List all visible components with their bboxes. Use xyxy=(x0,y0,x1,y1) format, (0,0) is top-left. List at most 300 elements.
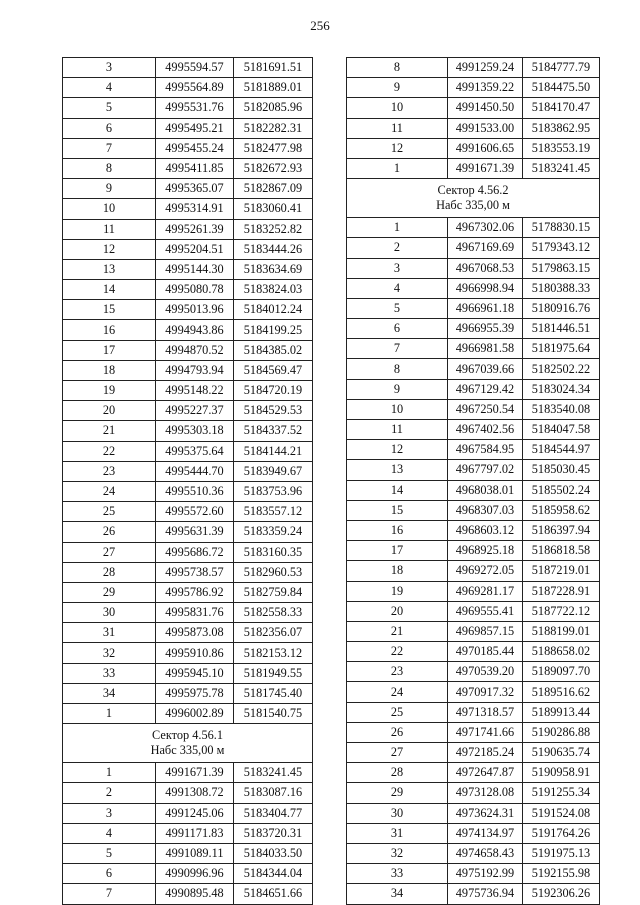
point-number-cell: 30 xyxy=(347,803,448,823)
x-coordinate-cell: 4995564.89 xyxy=(156,78,234,98)
y-coordinate-cell: 5190286.88 xyxy=(523,722,600,742)
x-coordinate-cell: 4995227.37 xyxy=(156,401,234,421)
table-row xyxy=(63,803,313,823)
x-coordinate-cell: 4967129.42 xyxy=(448,379,523,399)
x-coordinate-cell: 4991450.50 xyxy=(448,98,523,118)
point-number-cell: 3 xyxy=(347,258,448,278)
table-row xyxy=(347,843,600,863)
x-coordinate-cell: 4994943.86 xyxy=(156,320,234,340)
y-coordinate-cell: 5181446.51 xyxy=(523,319,600,339)
point-number-cell: 23 xyxy=(63,461,156,481)
table-row xyxy=(347,278,600,298)
point-number-cell: 1 xyxy=(347,158,448,178)
y-coordinate-cell: 5184199.25 xyxy=(234,320,313,340)
point-number-cell: 32 xyxy=(347,843,448,863)
table-row xyxy=(63,643,313,663)
x-coordinate-cell: 4995375.64 xyxy=(156,441,234,461)
table-row xyxy=(63,78,313,98)
y-coordinate-cell: 5183753.96 xyxy=(234,481,313,501)
point-number-cell: 7 xyxy=(63,138,156,158)
point-number-cell: 11 xyxy=(63,219,156,239)
x-coordinate-cell: 4968307.03 xyxy=(448,500,523,520)
table-row xyxy=(63,522,313,542)
y-coordinate-cell: 5180916.76 xyxy=(523,298,600,318)
y-coordinate-cell: 5183557.12 xyxy=(234,502,313,522)
y-coordinate-cell: 5182672.93 xyxy=(234,158,313,178)
y-coordinate-cell: 5183087.16 xyxy=(234,783,313,803)
y-coordinate-cell: 5182477.98 xyxy=(234,138,313,158)
table-row xyxy=(347,58,600,78)
point-number-cell: 5 xyxy=(63,98,156,118)
x-coordinate-cell: 4975736.94 xyxy=(448,884,523,904)
point-number-cell: 1 xyxy=(63,763,156,783)
y-coordinate-cell: 5183444.26 xyxy=(234,239,313,259)
point-number-cell: 27 xyxy=(347,743,448,763)
x-coordinate-cell: 4995261.39 xyxy=(156,219,234,239)
point-number-cell: 10 xyxy=(347,98,448,118)
y-coordinate-cell: 5184344.04 xyxy=(234,864,313,884)
table-row xyxy=(63,280,313,300)
point-number-cell: 6 xyxy=(63,118,156,138)
table-row xyxy=(347,399,600,419)
point-number-cell: 13 xyxy=(63,259,156,279)
point-number-cell: 3 xyxy=(63,803,156,823)
y-coordinate-cell: 5178830.15 xyxy=(523,218,600,238)
x-coordinate-cell: 4995975.78 xyxy=(156,683,234,703)
table-row xyxy=(63,259,313,279)
table-row xyxy=(347,541,600,561)
y-coordinate-cell: 5180388.33 xyxy=(523,278,600,298)
y-coordinate-cell: 5183252.82 xyxy=(234,219,313,239)
point-number-cell: 34 xyxy=(63,683,156,703)
point-number-cell: 34 xyxy=(347,884,448,904)
point-number-cell: 10 xyxy=(63,199,156,219)
table-row xyxy=(347,379,600,399)
y-coordinate-cell: 5187722.12 xyxy=(523,601,600,621)
x-coordinate-cell: 4968603.12 xyxy=(448,520,523,540)
table-row xyxy=(347,420,600,440)
x-coordinate-cell: 4995873.08 xyxy=(156,623,234,643)
table-row xyxy=(63,582,313,602)
y-coordinate-cell: 5181540.75 xyxy=(234,704,313,724)
point-number-cell: 10 xyxy=(347,399,448,419)
point-number-cell: 5 xyxy=(63,843,156,863)
table-row xyxy=(63,300,313,320)
point-number-cell: 32 xyxy=(63,643,156,663)
table-row xyxy=(63,401,313,421)
x-coordinate-cell: 4974658.43 xyxy=(448,843,523,863)
table-row xyxy=(347,803,600,823)
y-coordinate-cell: 5187219.01 xyxy=(523,561,600,581)
point-number-cell: 18 xyxy=(347,561,448,581)
table-row xyxy=(63,823,313,843)
x-coordinate-cell: 4995531.76 xyxy=(156,98,234,118)
x-coordinate-cell: 4994870.52 xyxy=(156,340,234,360)
table-row xyxy=(347,218,600,238)
y-coordinate-cell: 5184144.21 xyxy=(234,441,313,461)
x-coordinate-cell: 4969281.17 xyxy=(448,581,523,601)
table-row xyxy=(347,138,600,158)
point-number-cell: 27 xyxy=(63,542,156,562)
x-coordinate-cell: 4995080.78 xyxy=(156,280,234,300)
point-number-cell: 22 xyxy=(63,441,156,461)
x-coordinate-cell: 4991671.39 xyxy=(448,158,523,178)
table-row xyxy=(347,440,600,460)
x-coordinate-cell: 4966998.94 xyxy=(448,278,523,298)
point-number-cell: 2 xyxy=(63,783,156,803)
x-coordinate-cell: 4972185.24 xyxy=(448,743,523,763)
x-coordinate-cell: 4991089.11 xyxy=(156,843,234,863)
point-number-cell: 9 xyxy=(63,179,156,199)
x-coordinate-cell: 4990895.48 xyxy=(156,884,234,904)
x-coordinate-cell: 4995365.07 xyxy=(156,179,234,199)
point-number-cell: 28 xyxy=(63,562,156,582)
point-number-cell: 6 xyxy=(63,864,156,884)
y-coordinate-cell: 5184012.24 xyxy=(234,300,313,320)
table-row xyxy=(347,158,600,178)
x-coordinate-cell: 4967584.95 xyxy=(448,440,523,460)
x-coordinate-cell: 4969272.05 xyxy=(448,561,523,581)
point-number-cell: 25 xyxy=(63,502,156,522)
y-coordinate-cell: 5184529.53 xyxy=(234,401,313,421)
table-row xyxy=(347,561,600,581)
table-row xyxy=(347,118,600,138)
x-coordinate-cell: 4969857.15 xyxy=(448,621,523,641)
x-coordinate-cell: 4967039.66 xyxy=(448,359,523,379)
table-row xyxy=(347,98,600,118)
y-coordinate-cell: 5181691.51 xyxy=(234,58,313,78)
table-row xyxy=(347,884,600,904)
table-row xyxy=(63,502,313,522)
table-row xyxy=(63,158,313,178)
point-number-cell: 24 xyxy=(63,481,156,501)
table-row xyxy=(63,461,313,481)
y-coordinate-cell: 5184651.66 xyxy=(234,884,313,904)
table-row xyxy=(347,359,600,379)
table-row xyxy=(347,500,600,520)
x-coordinate-cell: 4995495.21 xyxy=(156,118,234,138)
y-coordinate-cell: 5183241.45 xyxy=(523,158,600,178)
y-coordinate-cell: 5191255.34 xyxy=(523,783,600,803)
y-coordinate-cell: 5182558.33 xyxy=(234,603,313,623)
table-row xyxy=(347,743,600,763)
section-header-row xyxy=(63,724,313,763)
y-coordinate-cell: 5184544.97 xyxy=(523,440,600,460)
y-coordinate-cell: 5190635.74 xyxy=(523,743,600,763)
point-number-cell: 20 xyxy=(63,401,156,421)
point-number-cell: 8 xyxy=(347,58,448,78)
x-coordinate-cell: 4995631.39 xyxy=(156,522,234,542)
x-coordinate-cell: 4975192.99 xyxy=(448,864,523,884)
coordinates-table-left xyxy=(62,57,313,905)
y-coordinate-cell: 5183949.67 xyxy=(234,461,313,481)
x-coordinate-cell: 4991171.83 xyxy=(156,823,234,843)
point-number-cell: 15 xyxy=(63,300,156,320)
y-coordinate-cell: 5189913.44 xyxy=(523,702,600,722)
y-coordinate-cell: 5183241.45 xyxy=(234,763,313,783)
table-row xyxy=(63,763,313,783)
y-coordinate-cell: 5182153.12 xyxy=(234,643,313,663)
point-number-cell: 3 xyxy=(63,58,156,78)
y-coordinate-cell: 5189097.70 xyxy=(523,662,600,682)
point-number-cell: 16 xyxy=(63,320,156,340)
table-row xyxy=(63,381,313,401)
x-coordinate-cell: 4974134.97 xyxy=(448,823,523,843)
section-title: Сектор 4.56.2 xyxy=(437,183,509,198)
y-coordinate-cell: 5184569.47 xyxy=(234,360,313,380)
coordinates-table-right xyxy=(346,57,600,905)
y-coordinate-cell: 5184777.79 xyxy=(523,58,600,78)
x-coordinate-cell: 4967402.56 xyxy=(448,420,523,440)
point-number-cell: 14 xyxy=(63,280,156,300)
y-coordinate-cell: 5188658.02 xyxy=(523,642,600,662)
point-number-cell: 8 xyxy=(63,158,156,178)
y-coordinate-cell: 5182867.09 xyxy=(234,179,313,199)
y-coordinate-cell: 5183404.77 xyxy=(234,803,313,823)
table-row xyxy=(63,138,313,158)
x-coordinate-cell: 4990996.96 xyxy=(156,864,234,884)
table-row xyxy=(63,603,313,623)
y-coordinate-cell: 5183540.08 xyxy=(523,399,600,419)
point-number-cell: 29 xyxy=(63,582,156,602)
point-number-cell: 7 xyxy=(63,884,156,904)
point-number-cell: 5 xyxy=(347,298,448,318)
section-height: Набс 335,00 м xyxy=(150,743,225,758)
x-coordinate-cell: 4996002.89 xyxy=(156,704,234,724)
point-number-cell: 26 xyxy=(63,522,156,542)
y-coordinate-cell: 5182085.96 xyxy=(234,98,313,118)
y-coordinate-cell: 5184033.50 xyxy=(234,843,313,863)
table-row xyxy=(63,98,313,118)
x-coordinate-cell: 4970917.32 xyxy=(448,682,523,702)
table-row xyxy=(63,843,313,863)
x-coordinate-cell: 4995455.24 xyxy=(156,138,234,158)
table-row xyxy=(63,481,313,501)
point-number-cell: 18 xyxy=(63,360,156,380)
y-coordinate-cell: 5183553.19 xyxy=(523,138,600,158)
table-row xyxy=(347,581,600,601)
x-coordinate-cell: 4991259.24 xyxy=(448,58,523,78)
point-number-cell: 24 xyxy=(347,682,448,702)
y-coordinate-cell: 5181745.40 xyxy=(234,683,313,703)
table-row xyxy=(347,642,600,662)
point-number-cell: 19 xyxy=(347,581,448,601)
table-row xyxy=(63,340,313,360)
x-coordinate-cell: 4995686.72 xyxy=(156,542,234,562)
y-coordinate-cell: 5181889.01 xyxy=(234,78,313,98)
point-number-cell: 9 xyxy=(347,78,448,98)
point-number-cell: 33 xyxy=(63,663,156,683)
section-header-row xyxy=(347,179,600,218)
point-number-cell: 29 xyxy=(347,783,448,803)
point-number-cell: 4 xyxy=(63,823,156,843)
x-coordinate-cell: 4970539.20 xyxy=(448,662,523,682)
point-number-cell: 1 xyxy=(63,704,156,724)
point-number-cell: 6 xyxy=(347,319,448,339)
table-row xyxy=(347,864,600,884)
table-row xyxy=(347,238,600,258)
y-coordinate-cell: 5183160.35 xyxy=(234,542,313,562)
point-number-cell: 8 xyxy=(347,359,448,379)
point-number-cell: 2 xyxy=(347,238,448,258)
y-coordinate-cell: 5184385.02 xyxy=(234,340,313,360)
section-title: Сектор 4.56.1 xyxy=(152,728,223,743)
table-row xyxy=(347,460,600,480)
table-row xyxy=(63,623,313,643)
table-row xyxy=(63,58,313,78)
table-row xyxy=(63,360,313,380)
y-coordinate-cell: 5183824.03 xyxy=(234,280,313,300)
y-coordinate-cell: 5186397.94 xyxy=(523,520,600,540)
table-row xyxy=(63,542,313,562)
point-number-cell: 15 xyxy=(347,500,448,520)
table-row xyxy=(347,480,600,500)
x-coordinate-cell: 4971741.66 xyxy=(448,722,523,742)
table-row xyxy=(63,663,313,683)
x-coordinate-cell: 4995204.51 xyxy=(156,239,234,259)
point-number-cell: 16 xyxy=(347,520,448,540)
point-number-cell: 12 xyxy=(347,440,448,460)
point-number-cell: 11 xyxy=(347,420,448,440)
x-coordinate-cell: 4995910.86 xyxy=(156,643,234,663)
section-header xyxy=(63,724,313,763)
y-coordinate-cell: 5184047.58 xyxy=(523,420,600,440)
point-number-cell: 13 xyxy=(347,460,448,480)
table-row xyxy=(63,704,313,724)
x-coordinate-cell: 4995444.70 xyxy=(156,461,234,481)
table-row xyxy=(347,722,600,742)
table-row xyxy=(347,319,600,339)
x-coordinate-cell: 4995831.76 xyxy=(156,603,234,623)
point-number-cell: 28 xyxy=(347,763,448,783)
table-row xyxy=(63,441,313,461)
table-row xyxy=(347,258,600,278)
x-coordinate-cell: 4991606.65 xyxy=(448,138,523,158)
section-header xyxy=(347,179,600,218)
y-coordinate-cell: 5181949.55 xyxy=(234,663,313,683)
x-coordinate-cell: 4966961.18 xyxy=(448,298,523,318)
x-coordinate-cell: 4995303.18 xyxy=(156,421,234,441)
y-coordinate-cell: 5186818.58 xyxy=(523,541,600,561)
point-number-cell: 20 xyxy=(347,601,448,621)
point-number-cell: 25 xyxy=(347,702,448,722)
x-coordinate-cell: 4995510.36 xyxy=(156,481,234,501)
point-number-cell: 11 xyxy=(347,118,448,138)
x-coordinate-cell: 4969555.41 xyxy=(448,601,523,621)
x-coordinate-cell: 4966955.39 xyxy=(448,319,523,339)
x-coordinate-cell: 4967169.69 xyxy=(448,238,523,258)
x-coordinate-cell: 4991245.06 xyxy=(156,803,234,823)
y-coordinate-cell: 5190958.91 xyxy=(523,763,600,783)
x-coordinate-cell: 4995572.60 xyxy=(156,502,234,522)
table-row xyxy=(347,702,600,722)
y-coordinate-cell: 5188199.01 xyxy=(523,621,600,641)
point-number-cell: 33 xyxy=(347,864,448,884)
table-row xyxy=(63,864,313,884)
table-row xyxy=(347,823,600,843)
x-coordinate-cell: 4968038.01 xyxy=(448,480,523,500)
y-coordinate-cell: 5182960.53 xyxy=(234,562,313,582)
table-row xyxy=(63,683,313,703)
table-row xyxy=(63,179,313,199)
point-number-cell: 7 xyxy=(347,339,448,359)
y-coordinate-cell: 5189516.62 xyxy=(523,682,600,702)
x-coordinate-cell: 4973128.08 xyxy=(448,783,523,803)
y-coordinate-cell: 5183024.34 xyxy=(523,379,600,399)
x-coordinate-cell: 4973624.31 xyxy=(448,803,523,823)
x-coordinate-cell: 4995148.22 xyxy=(156,381,234,401)
y-coordinate-cell: 5182282.31 xyxy=(234,118,313,138)
table-row xyxy=(347,621,600,641)
table-row xyxy=(63,884,313,904)
x-coordinate-cell: 4995738.57 xyxy=(156,562,234,582)
table-row xyxy=(63,320,313,340)
point-number-cell: 12 xyxy=(63,239,156,259)
point-number-cell: 26 xyxy=(347,722,448,742)
point-number-cell: 17 xyxy=(347,541,448,561)
x-coordinate-cell: 4991533.00 xyxy=(448,118,523,138)
y-coordinate-cell: 5191764.26 xyxy=(523,823,600,843)
x-coordinate-cell: 4967068.53 xyxy=(448,258,523,278)
point-number-cell: 17 xyxy=(63,340,156,360)
table-row xyxy=(347,298,600,318)
table-row xyxy=(63,219,313,239)
point-number-cell: 1 xyxy=(347,218,448,238)
y-coordinate-cell: 5185958.62 xyxy=(523,500,600,520)
table-row xyxy=(63,562,313,582)
x-coordinate-cell: 4995945.10 xyxy=(156,663,234,683)
y-coordinate-cell: 5191524.08 xyxy=(523,803,600,823)
point-number-cell: 21 xyxy=(347,621,448,641)
x-coordinate-cell: 4995144.30 xyxy=(156,259,234,279)
y-coordinate-cell: 5187228.91 xyxy=(523,581,600,601)
y-coordinate-cell: 5183862.95 xyxy=(523,118,600,138)
table-row xyxy=(347,783,600,803)
point-number-cell: 22 xyxy=(347,642,448,662)
x-coordinate-cell: 4991308.72 xyxy=(156,783,234,803)
y-coordinate-cell: 5191975.13 xyxy=(523,843,600,863)
y-coordinate-cell: 5192155.98 xyxy=(523,864,600,884)
point-number-cell: 4 xyxy=(63,78,156,98)
y-coordinate-cell: 5192306.26 xyxy=(523,884,600,904)
y-coordinate-cell: 5185502.24 xyxy=(523,480,600,500)
y-coordinate-cell: 5182502.22 xyxy=(523,359,600,379)
x-coordinate-cell: 4967302.06 xyxy=(448,218,523,238)
x-coordinate-cell: 4995013.96 xyxy=(156,300,234,320)
x-coordinate-cell: 4991671.39 xyxy=(156,763,234,783)
point-number-cell: 9 xyxy=(347,379,448,399)
y-coordinate-cell: 5182759.84 xyxy=(234,582,313,602)
y-coordinate-cell: 5182356.07 xyxy=(234,623,313,643)
table-row xyxy=(63,421,313,441)
table-row xyxy=(63,239,313,259)
table-row xyxy=(347,763,600,783)
y-coordinate-cell: 5183634.69 xyxy=(234,259,313,279)
y-coordinate-cell: 5183359.24 xyxy=(234,522,313,542)
x-coordinate-cell: 4995594.57 xyxy=(156,58,234,78)
y-coordinate-cell: 5183060.41 xyxy=(234,199,313,219)
point-number-cell: 21 xyxy=(63,421,156,441)
y-coordinate-cell: 5184720.19 xyxy=(234,381,313,401)
x-coordinate-cell: 4971318.57 xyxy=(448,702,523,722)
point-number-cell: 31 xyxy=(63,623,156,643)
y-coordinate-cell: 5181975.64 xyxy=(523,339,600,359)
y-coordinate-cell: 5184337.52 xyxy=(234,421,313,441)
table-row xyxy=(347,662,600,682)
x-coordinate-cell: 4970185.44 xyxy=(448,642,523,662)
table-row xyxy=(63,199,313,219)
x-coordinate-cell: 4994793.94 xyxy=(156,360,234,380)
